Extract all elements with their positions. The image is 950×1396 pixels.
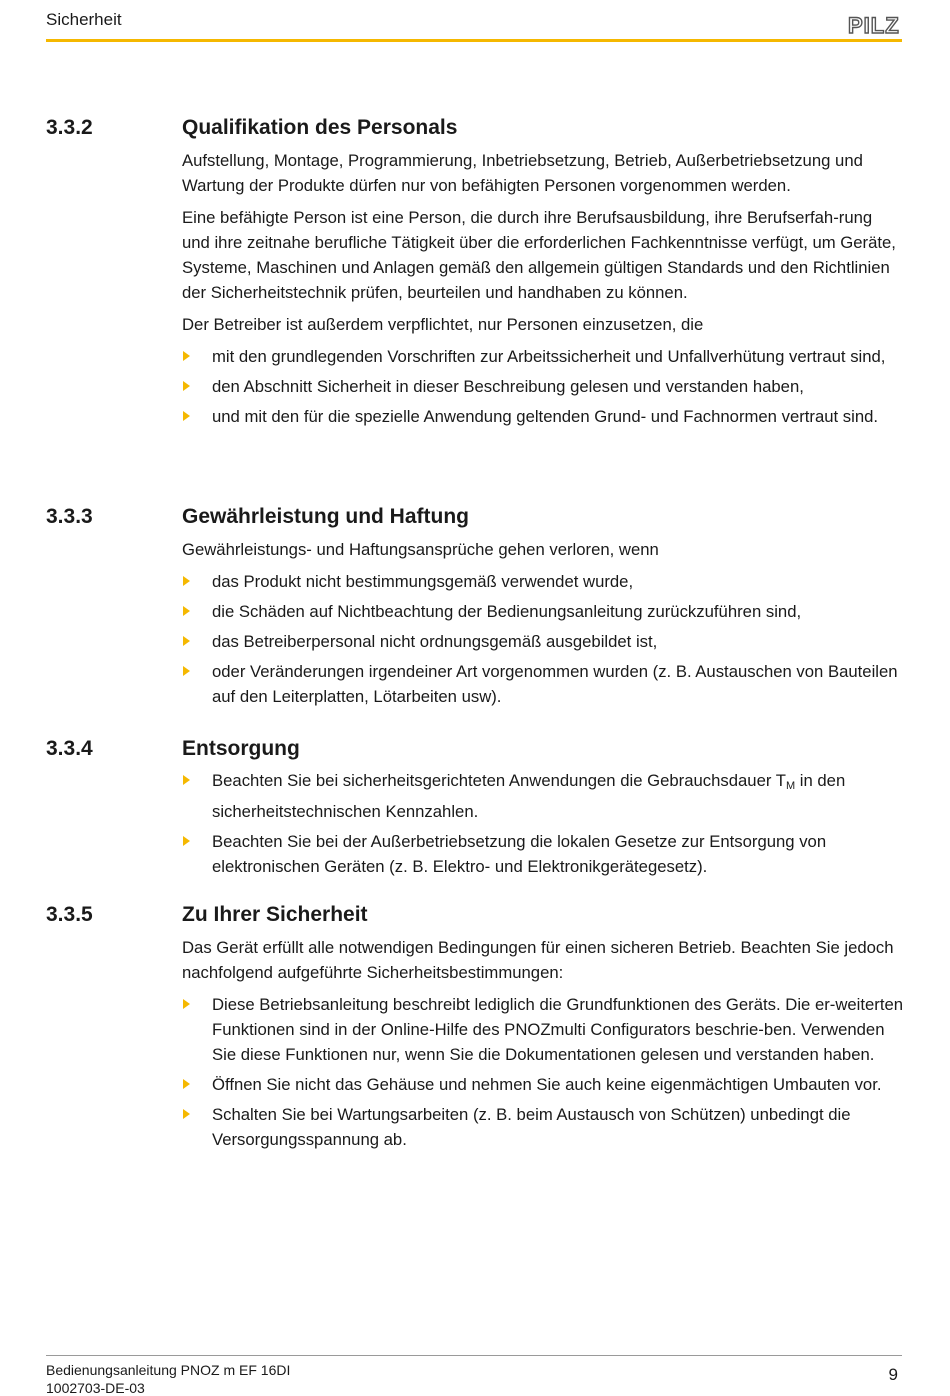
header-rule <box>46 39 902 42</box>
list-item-text: mit den grundlegenden Vorschriften zur Arbeitssicherheit und Unfallverhütung vertraut sind, <box>212 347 886 366</box>
bullet-list <box>182 569 904 709</box>
list-item <box>182 1072 904 1097</box>
bullet-list <box>182 768 904 879</box>
section-number: 3.3.3 <box>46 505 93 528</box>
list-item-text: und mit den für die spezielle Anwendung geltenden Grund- und Fachnormen vertraut sind. <box>212 407 879 426</box>
list-item <box>182 829 904 879</box>
header-title: Sicherheit <box>46 10 122 29</box>
triangle-bullet-icon <box>183 606 190 616</box>
section-title: Entsorgung <box>182 737 300 760</box>
paragraph: Gewährleistungs- und Haftungsansprüche gehen verloren, wenn <box>182 540 659 559</box>
triangle-bullet-icon <box>183 836 190 846</box>
list-item <box>182 404 904 429</box>
list-item-text: das Produkt nicht bestimmungsgemäß verwendet wurde, <box>212 572 634 591</box>
section-number: 3.3.2 <box>46 116 93 139</box>
list-item-text: den Abschnitt Sicherheit in dieser Beschreibung gelesen und verstanden haben, <box>212 377 804 396</box>
list-item-text: Beachten Sie bei der Außerbetriebsetzung die lokalen Gesetze zur Entsorgung von elektronischen Geräten (z. B. Elektro- und Elektronikgerätegesetz). <box>212 832 827 876</box>
list-item <box>182 599 904 624</box>
triangle-bullet-icon <box>183 381 190 391</box>
paragraph: Das Gerät erfüllt alle notwendigen Bedingungen für einen sicheren Betrieb. Beachten Sie jedoch nachfolgend aufgeführte Sicherheitsbestimmungen: <box>182 938 894 982</box>
list-item <box>182 374 904 399</box>
paragraph: Der Betreiber ist außerdem verpflichtet, nur Personen einzusetzen, die <box>182 315 704 334</box>
list-item <box>182 569 904 594</box>
list-item-text: Schalten Sie bei Wartungsarbeiten (z. B. beim Austausch von Schützen) unbedingt die Versorgungsspannung ab. <box>212 1105 851 1149</box>
paragraph: Aufstellung, Montage, Programmierung, Inbetriebsetzung, Betrieb, Außerbetriebsetzung und Wartung der Produkte dürfen nur von befähigten Personen vorgenommen werden. <box>182 151 863 195</box>
triangle-bullet-icon <box>183 775 190 785</box>
document-title: Bedienungsanleitung PNOZ m EF 16DI <box>46 1362 291 1378</box>
triangle-bullet-icon <box>183 666 190 676</box>
section-title: Gewährleistung und Haftung <box>182 505 469 528</box>
section-title: Zu Ihrer Sicherheit <box>182 903 368 926</box>
bullet-list <box>182 992 904 1152</box>
triangle-bullet-icon <box>183 999 190 1009</box>
bullet-list <box>182 344 904 429</box>
page-header <box>46 0 902 42</box>
list-item <box>182 629 904 654</box>
triangle-bullet-icon <box>183 1079 190 1089</box>
section-body <box>182 148 904 434</box>
document-number: 1002703-DE-03 <box>46 1380 145 1396</box>
page-footer <box>46 1355 902 1395</box>
section-number: 3.3.4 <box>46 737 93 760</box>
triangle-bullet-icon <box>183 351 190 361</box>
list-item-text: oder Veränderungen irgendeiner Art vorgenommen wurden (z. B. Austauschen von Bauteilen auf den Leiterplatten, Lötarbeiten usw). <box>212 662 898 706</box>
section-body <box>182 537 904 714</box>
section-number: 3.3.5 <box>46 903 93 926</box>
pilz-logo <box>848 14 902 36</box>
paragraph: Eine befähigte Person ist eine Person, die durch ihre Berufsausbildung, ihre Berufserfah-rung und ihre zeitnahe berufliche Tätigkeit über die erforderlichen Fachkenntnisse verfügt, um Geräte, Systeme, Maschinen und Anlagen gemäß den allgemein gültigen Standards und den Richtlinien der Sicherheitstechnik prüfen, beurteilen und handhaben zu können. <box>182 208 896 302</box>
triangle-bullet-icon <box>183 636 190 646</box>
list-item-text: das Betreiberpersonal nicht ordnungsgemäß ausgebildet ist, <box>212 632 658 651</box>
list-item <box>182 992 904 1067</box>
list-item-text: Öffnen Sie nicht das Gehäuse und nehmen Sie auch keine eigenmächtigen Umbauten vor. <box>212 1075 882 1094</box>
list-item-text: Beachten Sie bei sicherheitsgerichteten Anwendungen die Gebrauchsdauer $T_M$ in den sicherheitstechnischen Kennzahlen. <box>212 771 846 821</box>
section-title: Qualifikation des Personals <box>182 116 458 139</box>
list-item <box>182 1102 904 1152</box>
triangle-bullet-icon <box>183 1109 190 1119</box>
list-item <box>182 768 904 824</box>
svg-text:PILZ: PILZ <box>848 14 900 36</box>
section-body <box>182 935 904 1157</box>
triangle-bullet-icon <box>183 411 190 421</box>
list-item <box>182 659 904 709</box>
triangle-bullet-icon <box>183 576 190 586</box>
list-item-text: Diese Betriebsanleitung beschreibt lediglich die Grundfunktionen des Geräts. Die er-weiterten Funktionen sind in der Online-Hilfe des PNOZmulti Configurators beschrie-ben. Verwenden Sie diese Funktionen nur, wenn Sie die Dokumentationen gelesen und verstanden haben. <box>212 995 904 1064</box>
list-item-text: die Schäden auf Nichtbeachtung der Bedienungsanleitung zurückzuführen sind, <box>212 602 802 621</box>
list-item <box>182 344 904 369</box>
page-number: 9 <box>888 1365 898 1384</box>
footer-rule <box>46 1355 902 1356</box>
section-body <box>182 768 904 884</box>
